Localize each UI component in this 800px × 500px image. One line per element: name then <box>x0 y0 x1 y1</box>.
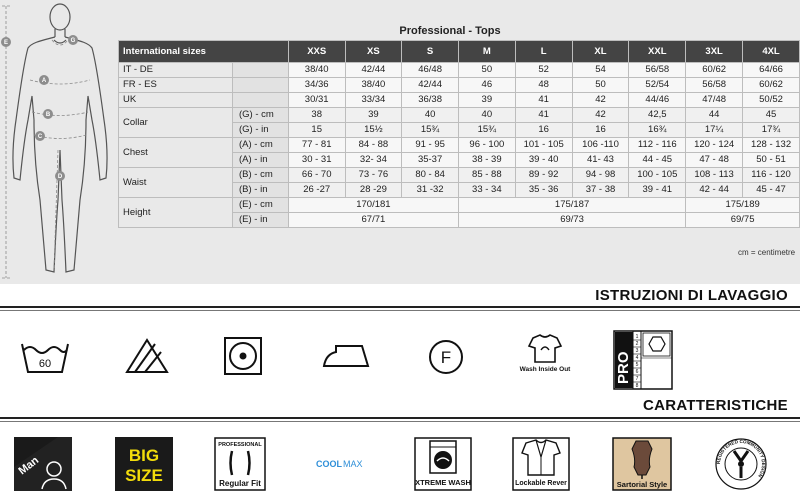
registered-design-badge <box>712 437 770 491</box>
lockable-rever-text: Lockable Rever <box>515 480 567 487</box>
professional-text: PROFESSIONAL <box>218 442 262 448</box>
table-cell: 39 - 40 <box>515 153 572 168</box>
table-cell: 50/52 <box>743 93 800 108</box>
table-cell: 31 -32 <box>402 183 459 198</box>
table-cell: 35 - 36 <box>515 183 572 198</box>
header-size: L <box>515 41 572 63</box>
header-size: XXS <box>288 41 345 63</box>
table-cell: 85 - 88 <box>458 168 515 183</box>
table-cell: 69/75 <box>686 213 800 228</box>
row-unit: (E) - in <box>233 213 289 228</box>
header-size: S <box>402 41 459 63</box>
table-cell: 42,5 <box>629 108 686 123</box>
table-cell: 30/31 <box>288 93 345 108</box>
wash-inside-out-icon <box>525 332 565 364</box>
registered-design-text: REGISTERED COMMUNITY DESIGN <box>715 438 767 479</box>
table-cell: 32- 34 <box>345 153 402 168</box>
header-size: M <box>458 41 515 63</box>
table-row <box>119 93 800 108</box>
table-cell: 128 - 132 <box>743 138 800 153</box>
man-badge <box>14 437 72 491</box>
table-cell: 15 <box>288 123 345 138</box>
figure-label-b: B <box>45 112 51 118</box>
regular-fit-text: Regular Fit <box>219 479 261 488</box>
table-cell: 39 - 41 <box>629 183 686 198</box>
pro-text: PRO <box>615 351 632 384</box>
figure-label-g: G <box>70 38 76 44</box>
table-cell: 38/40 <box>288 63 345 78</box>
table-cell: 42/44 <box>402 78 459 93</box>
table-cell: 89 - 92 <box>515 168 572 183</box>
table-cell: 36/38 <box>402 93 459 108</box>
table-cell: 80 - 84 <box>402 168 459 183</box>
table-cell: 69/73 <box>458 213 685 228</box>
row-unit: (G) - cm <box>233 108 289 123</box>
row-label: UK <box>119 93 233 108</box>
table-cell: 17¼ <box>686 123 743 138</box>
table-cell: 35-37 <box>402 153 459 168</box>
header-size: XL <box>572 41 629 63</box>
big-size-line2: SIZE <box>125 466 163 485</box>
table-cell: 108 - 113 <box>686 168 743 183</box>
sartorial-style-badge <box>612 437 672 491</box>
no-bleach-icon <box>125 338 169 374</box>
table-cell: 48 <box>515 78 572 93</box>
features-section-title: CARATTERISTICHE <box>642 397 788 414</box>
table-cell: 46 <box>458 78 515 93</box>
svg-text:3: 3 <box>635 348 639 354</box>
table-cell: 33 - 34 <box>458 183 515 198</box>
table-cell: 16 <box>572 123 629 138</box>
row-group-label: Collar <box>119 108 233 138</box>
body-measurement-figure <box>0 0 118 284</box>
table-cell: 73 - 76 <box>345 168 402 183</box>
tumble-dry-icon <box>223 336 263 376</box>
big-size-line1: BIG <box>128 446 160 465</box>
table-cell: 47 - 48 <box>686 153 743 168</box>
table-cell: 44 <box>686 108 743 123</box>
section-divider <box>0 421 800 422</box>
table-cell: 42 <box>572 108 629 123</box>
chart-title: Professional - Tops <box>399 25 501 37</box>
washing-section-title: ISTRUZIONI DI LAVAGGIO <box>595 287 788 304</box>
table-row <box>119 168 800 183</box>
regular-fit-badge <box>214 437 266 491</box>
table-row <box>119 198 800 213</box>
table-cell: 60/62 <box>686 63 743 78</box>
figure-label-e: E <box>3 40 9 46</box>
table-cell: 39 <box>458 93 515 108</box>
figure-label-a: A <box>41 78 47 84</box>
header-international-sizes: International sizes <box>119 41 289 63</box>
big-size-badge <box>115 437 173 491</box>
table-cell: 175/189 <box>686 198 800 213</box>
header-size: XS <box>345 41 402 63</box>
svg-text:7: 7 <box>635 376 639 382</box>
row-label: IT - DE <box>119 63 233 78</box>
table-cell: 15½ <box>345 123 402 138</box>
table-cell: 40 <box>458 108 515 123</box>
table-cell: 15¾ <box>458 123 515 138</box>
xtreme-wash-text: XTREME WASH <box>415 478 471 487</box>
table-cell: 50 - 51 <box>743 153 800 168</box>
header-size: 3XL <box>686 41 743 63</box>
table-cell: 94 - 98 <box>572 168 629 183</box>
table-cell: 96 - 100 <box>458 138 515 153</box>
table-cell: 60/62 <box>743 78 800 93</box>
svg-text:5: 5 <box>635 362 639 368</box>
table-cell: 41 <box>515 93 572 108</box>
table-cell: 39 <box>345 108 402 123</box>
section-divider <box>0 306 800 308</box>
table-cell: 52 <box>515 63 572 78</box>
table-cell: 26 -27 <box>288 183 345 198</box>
table-cell: 50 <box>458 63 515 78</box>
wash-inside-out-label: Wash Inside Out <box>519 366 571 373</box>
row-unit: (A) - cm <box>233 138 289 153</box>
unit-note: cm = centimetre <box>738 248 796 257</box>
table-cell: 45 <box>743 108 800 123</box>
coolmax-text-b: MAX <box>343 459 363 469</box>
table-cell: 52/54 <box>629 78 686 93</box>
table-cell: 40 <box>402 108 459 123</box>
table-cell: 41- 43 <box>572 153 629 168</box>
table-cell: 54 <box>572 63 629 78</box>
table-row <box>119 138 800 153</box>
figure-label-d: D <box>57 174 63 180</box>
svg-text:6: 6 <box>635 369 639 375</box>
coolmax-badge <box>310 437 372 491</box>
table-cell: 50 <box>572 78 629 93</box>
table-row <box>119 63 800 78</box>
table-cell: 56/58 <box>629 63 686 78</box>
table-cell: 64/66 <box>743 63 800 78</box>
table-cell: 77 - 81 <box>288 138 345 153</box>
svg-text:4: 4 <box>635 355 639 361</box>
dry-clean-f-icon <box>427 338 465 376</box>
table-cell: 16 <box>515 123 572 138</box>
table-cell: 28 -29 <box>345 183 402 198</box>
row-unit: (G) - in <box>233 123 289 138</box>
dry-clean-f-text: F <box>440 348 452 367</box>
table-cell: 170/181 <box>288 198 458 213</box>
header-size: XXL <box>629 41 686 63</box>
row-unit: (A) - in <box>233 153 289 168</box>
table-cell: 46/48 <box>402 63 459 78</box>
table-row <box>119 108 800 123</box>
table-cell: 17¾ <box>743 123 800 138</box>
table-cell: 116 - 120 <box>743 168 800 183</box>
header-size: 4XL <box>743 41 800 63</box>
row-group-label: Chest <box>119 138 233 168</box>
table-cell: 44 - 45 <box>629 153 686 168</box>
table-cell: 33/34 <box>345 93 402 108</box>
table-cell: 38 <box>288 108 345 123</box>
table-cell: 30 - 31 <box>288 153 345 168</box>
table-cell: 34/36 <box>288 78 345 93</box>
table-cell: 16¾ <box>629 123 686 138</box>
sartorial-style-text: Sartorial Style <box>616 480 668 489</box>
svg-text:8: 8 <box>635 383 639 389</box>
table-cell: 100 - 105 <box>629 168 686 183</box>
table-cell: 37 - 38 <box>572 183 629 198</box>
section-divider <box>0 310 800 311</box>
table-cell: 15¾ <box>402 123 459 138</box>
table-cell: 66 - 70 <box>288 168 345 183</box>
table-cell: 106 -110 <box>572 138 629 153</box>
table-cell: 41 <box>515 108 572 123</box>
table-cell: 120 - 124 <box>686 138 743 153</box>
row-label: FR - ES <box>119 78 233 93</box>
table-cell: 56/58 <box>686 78 743 93</box>
table-cell: 42 - 44 <box>686 183 743 198</box>
row-unit: (E) - cm <box>233 198 289 213</box>
size-table <box>118 40 800 228</box>
table-cell: 67/71 <box>288 213 458 228</box>
table-cell: 45 - 47 <box>743 183 800 198</box>
man-text: Man <box>16 454 42 478</box>
table-cell: 42/44 <box>345 63 402 78</box>
table-cell: 91 - 95 <box>402 138 459 153</box>
table-row <box>119 78 800 93</box>
row-group-label: Height <box>119 198 233 228</box>
coolmax-text-a: COOL <box>316 459 342 469</box>
figure-label-c: C <box>37 134 43 140</box>
section-divider <box>0 417 800 419</box>
xtreme-wash-badge <box>414 437 472 491</box>
row-unit: (B) - cm <box>233 168 289 183</box>
row-unit: (B) - in <box>233 183 289 198</box>
row-group-label: Waist <box>119 168 233 198</box>
table-cell: 47/48 <box>686 93 743 108</box>
pro-icon <box>613 330 673 390</box>
lockable-rever-badge <box>512 437 570 491</box>
table-cell: 112 - 116 <box>629 138 686 153</box>
table-header-row <box>119 41 800 63</box>
table-cell: 84 - 88 <box>345 138 402 153</box>
svg-text:1: 1 <box>635 334 639 340</box>
table-cell: 175/187 <box>458 198 685 213</box>
wash-60-text: 60 <box>38 358 52 370</box>
wash-60-icon <box>20 340 70 374</box>
svg-text:2: 2 <box>635 341 639 347</box>
table-cell: 101 - 105 <box>515 138 572 153</box>
table-cell: 42 <box>572 93 629 108</box>
iron-low-icon <box>322 342 372 370</box>
table-cell: 38 - 39 <box>458 153 515 168</box>
table-cell: 44/46 <box>629 93 686 108</box>
table-cell: 38/40 <box>345 78 402 93</box>
